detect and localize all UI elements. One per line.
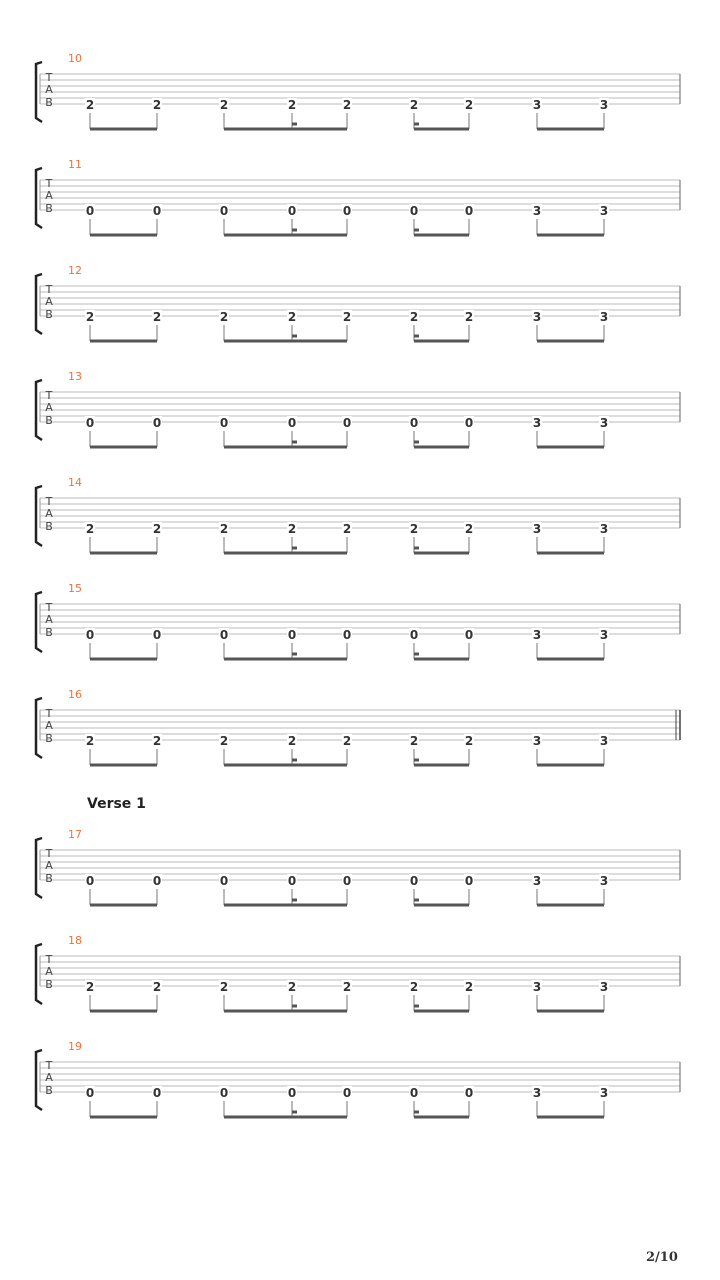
fret-number: 0 bbox=[409, 1086, 419, 1100]
tab-clef-t: T bbox=[45, 389, 53, 402]
fret-number: 0 bbox=[85, 416, 95, 430]
fret-number: 2 bbox=[464, 734, 474, 748]
fret-number: 3 bbox=[532, 1086, 542, 1100]
tab-system bbox=[0, 476, 720, 582]
fret-number: 3 bbox=[599, 522, 609, 536]
fret-number: 3 bbox=[599, 98, 609, 112]
tab-staff bbox=[0, 582, 720, 688]
fret-number: 2 bbox=[287, 310, 297, 324]
fret-number: 2 bbox=[85, 522, 95, 536]
fret-number: 3 bbox=[532, 522, 542, 536]
fret-number: 3 bbox=[532, 98, 542, 112]
fret-number: 3 bbox=[599, 1086, 609, 1100]
fret-number: 0 bbox=[342, 1086, 352, 1100]
fret-number: 0 bbox=[287, 1086, 297, 1100]
section-label-verse-1: Verse 1 bbox=[87, 796, 146, 812]
tab-clef-b: B bbox=[45, 626, 53, 639]
fret-number: 0 bbox=[219, 416, 229, 430]
tab-system bbox=[0, 264, 720, 370]
fret-number: 2 bbox=[152, 310, 162, 324]
tab-clef-b: B bbox=[45, 96, 53, 109]
fret-number: 2 bbox=[219, 734, 229, 748]
tab-system bbox=[0, 582, 720, 688]
fret-number: 0 bbox=[152, 1086, 162, 1100]
tab-clef-a: A bbox=[45, 613, 53, 626]
tab-system bbox=[0, 688, 720, 794]
tab-clef-t: T bbox=[45, 495, 53, 508]
fret-number: 0 bbox=[409, 204, 419, 218]
fret-number: 2 bbox=[152, 980, 162, 994]
fret-number: 0 bbox=[152, 874, 162, 888]
fret-number: 0 bbox=[342, 628, 352, 642]
fret-number: 3 bbox=[532, 874, 542, 888]
fret-number: 2 bbox=[342, 980, 352, 994]
fret-number: 3 bbox=[599, 204, 609, 218]
fret-number: 2 bbox=[85, 98, 95, 112]
fret-number: 2 bbox=[409, 310, 419, 324]
fret-number: 2 bbox=[287, 734, 297, 748]
tab-staff bbox=[0, 828, 720, 934]
tab-clef-a: A bbox=[45, 401, 53, 414]
tab-clef-b: B bbox=[45, 1084, 53, 1097]
tab-clef-b: B bbox=[45, 872, 53, 885]
measure-number: 16 bbox=[68, 688, 82, 701]
tab-clef-t: T bbox=[45, 283, 53, 296]
fret-number: 2 bbox=[287, 522, 297, 536]
tab-clef-t: T bbox=[45, 847, 53, 860]
fret-number: 3 bbox=[532, 310, 542, 324]
fret-number: 2 bbox=[464, 98, 474, 112]
fret-number: 0 bbox=[85, 1086, 95, 1100]
fret-number: 3 bbox=[532, 628, 542, 642]
measure-number: 17 bbox=[68, 828, 82, 841]
tab-staff bbox=[0, 1040, 720, 1146]
fret-number: 2 bbox=[152, 734, 162, 748]
tab-staff bbox=[0, 52, 720, 158]
fret-number: 2 bbox=[464, 522, 474, 536]
fret-number: 0 bbox=[85, 628, 95, 642]
fret-number: 3 bbox=[599, 310, 609, 324]
fret-number: 2 bbox=[409, 98, 419, 112]
fret-number: 0 bbox=[464, 416, 474, 430]
fret-number: 0 bbox=[287, 628, 297, 642]
tab-staff bbox=[0, 158, 720, 264]
tab-staff bbox=[0, 264, 720, 370]
fret-number: 2 bbox=[409, 522, 419, 536]
tab-clef-a: A bbox=[45, 189, 53, 202]
fret-number: 2 bbox=[85, 980, 95, 994]
fret-number: 0 bbox=[152, 204, 162, 218]
fret-number: 3 bbox=[532, 416, 542, 430]
tab-staff bbox=[0, 688, 720, 794]
tab-clef-a: A bbox=[45, 965, 53, 978]
tab-clef-b: B bbox=[45, 732, 53, 745]
tab-system bbox=[0, 1040, 720, 1146]
fret-number: 2 bbox=[85, 310, 95, 324]
fret-number: 0 bbox=[219, 204, 229, 218]
fret-number: 0 bbox=[152, 628, 162, 642]
tab-clef-b: B bbox=[45, 414, 53, 427]
fret-number: 0 bbox=[287, 204, 297, 218]
tab-clef-t: T bbox=[45, 71, 53, 84]
fret-number: 2 bbox=[464, 980, 474, 994]
fret-number: 0 bbox=[342, 204, 352, 218]
fret-number: 3 bbox=[599, 734, 609, 748]
fret-number: 0 bbox=[464, 628, 474, 642]
measure-number: 18 bbox=[68, 934, 82, 947]
fret-number: 0 bbox=[287, 874, 297, 888]
tab-system bbox=[0, 828, 720, 934]
fret-number: 0 bbox=[85, 874, 95, 888]
fret-number: 3 bbox=[532, 734, 542, 748]
fret-number: 2 bbox=[219, 980, 229, 994]
fret-number: 2 bbox=[85, 734, 95, 748]
tab-clef-a: A bbox=[45, 1071, 53, 1084]
fret-number: 0 bbox=[409, 874, 419, 888]
fret-number: 2 bbox=[287, 98, 297, 112]
tab-clef-t: T bbox=[45, 177, 53, 190]
fret-number: 0 bbox=[464, 1086, 474, 1100]
fret-number: 0 bbox=[152, 416, 162, 430]
tab-clef-t: T bbox=[45, 1059, 53, 1072]
fret-number: 2 bbox=[152, 98, 162, 112]
fret-number: 2 bbox=[342, 522, 352, 536]
measure-number: 15 bbox=[68, 582, 82, 595]
tab-clef-a: A bbox=[45, 719, 53, 732]
tab-clef-b: B bbox=[45, 308, 53, 321]
fret-number: 3 bbox=[532, 204, 542, 218]
fret-number: 2 bbox=[342, 310, 352, 324]
measure-number: 11 bbox=[68, 158, 82, 171]
measure-number: 13 bbox=[68, 370, 82, 383]
fret-number: 0 bbox=[219, 1086, 229, 1100]
tab-clef-a: A bbox=[45, 507, 53, 520]
fret-number: 3 bbox=[599, 416, 609, 430]
measure-number: 12 bbox=[68, 264, 82, 277]
tab-staff bbox=[0, 934, 720, 1040]
fret-number: 0 bbox=[287, 416, 297, 430]
fret-number: 2 bbox=[409, 734, 419, 748]
fret-number: 0 bbox=[219, 874, 229, 888]
fret-number: 0 bbox=[342, 416, 352, 430]
fret-number: 2 bbox=[464, 310, 474, 324]
tab-staff bbox=[0, 476, 720, 582]
fret-number: 3 bbox=[532, 980, 542, 994]
fret-number: 3 bbox=[599, 980, 609, 994]
tab-clef-a: A bbox=[45, 83, 53, 96]
tab-staff bbox=[0, 370, 720, 476]
page-number: 2/10 bbox=[646, 1250, 678, 1265]
fret-number: 0 bbox=[85, 204, 95, 218]
tab-clef-a: A bbox=[45, 859, 53, 872]
fret-number: 2 bbox=[219, 522, 229, 536]
tab-clef-b: B bbox=[45, 978, 53, 991]
fret-number: 2 bbox=[287, 980, 297, 994]
measure-number: 10 bbox=[68, 52, 82, 65]
tab-system bbox=[0, 934, 720, 1040]
tab-clef-b: B bbox=[45, 520, 53, 533]
fret-number: 2 bbox=[342, 98, 352, 112]
tab-system bbox=[0, 52, 720, 158]
fret-number: 2 bbox=[152, 522, 162, 536]
measure-number: 14 bbox=[68, 476, 82, 489]
tab-clef-t: T bbox=[45, 953, 53, 966]
fret-number: 2 bbox=[342, 734, 352, 748]
fret-number: 2 bbox=[219, 310, 229, 324]
fret-number: 3 bbox=[599, 874, 609, 888]
fret-number: 2 bbox=[409, 980, 419, 994]
tab-system bbox=[0, 370, 720, 476]
fret-number: 0 bbox=[219, 628, 229, 642]
measure-number: 19 bbox=[68, 1040, 82, 1053]
tab-clef-b: B bbox=[45, 202, 53, 215]
tab-clef-t: T bbox=[45, 707, 53, 720]
tab-clef-a: A bbox=[45, 295, 53, 308]
fret-number: 0 bbox=[409, 628, 419, 642]
fret-number: 0 bbox=[464, 204, 474, 218]
tab-clef-t: T bbox=[45, 601, 53, 614]
fret-number: 0 bbox=[342, 874, 352, 888]
fret-number: 2 bbox=[219, 98, 229, 112]
tab-system bbox=[0, 158, 720, 264]
fret-number: 0 bbox=[409, 416, 419, 430]
fret-number: 3 bbox=[599, 628, 609, 642]
fret-number: 0 bbox=[464, 874, 474, 888]
